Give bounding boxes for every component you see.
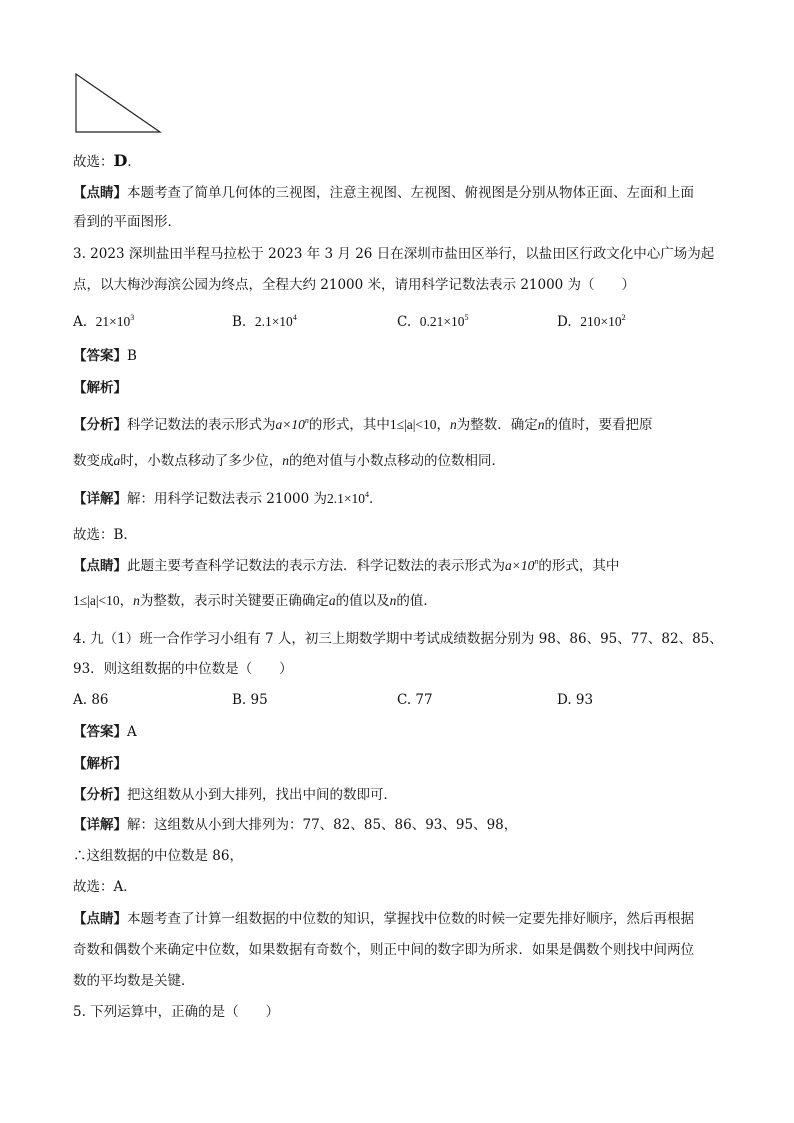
q4-choice-line: 故选：A． xyxy=(73,879,137,895)
q3-fenxi-line2: 数变成a时，小数点移动了多少位，n的绝对值与小数点移动的位数相同． xyxy=(73,453,505,469)
q3-choice-line: 故选：B． xyxy=(73,527,137,543)
triangle-figure xyxy=(70,70,170,140)
q3-fenxi-line1: 【分析】科学记数法的表示形式为$a\times 10^n$的形式，其中1≤|a|<10，n为整数．确定n的值时，要看把原 xyxy=(73,416,653,433)
q3-option-c: C. $0.21\times 10^5$ xyxy=(397,313,469,330)
q4-stem-line1: 4. 九（1）班一合作学习小组有 7 人，初三上期数学期中考试成绩数据分别为 98、86、95、77、82、85、 xyxy=(73,631,723,647)
q4-detail: 【详解】解：这组数从小到大排列为：77、82、85、86、93、95、98， xyxy=(73,817,518,833)
q3-option-a: A. $21\times 10^3$ xyxy=(73,313,135,330)
q3-dianjing-line1: 【点睛】此题主要考查科学记数法的表示方法．科学记数法的表示形式为$a\times 10^n$的形式，其中 xyxy=(73,557,620,574)
q2-dianjing: 【点睛】本题考查了简单几何体的三视图，注意主视图、左视图、俯视图是分别从物体正面、左面和上面 xyxy=(73,185,694,201)
q4-option-c: C. 77 xyxy=(397,692,433,708)
q3-answer: 【答案】B xyxy=(73,348,137,364)
q5-stem: 5. 下列运算中，正确的是（ ） xyxy=(73,1004,280,1020)
q2-dianjing-line2: 看到的平面图形． xyxy=(73,214,181,230)
q2-choice-line: 故选：D． xyxy=(73,151,141,170)
q4-stem-line2: 93．则这组数据的中位数是（ ） xyxy=(73,661,293,677)
q4-dianjing-line1: 【点睛】本题考查了计算一组数据的中位数的知识，掌握找中位数的时候一定要先排好顺序，然后再根据 xyxy=(73,911,694,927)
q4-option-a: A. 86 xyxy=(73,692,109,708)
q4-dianjing-line2: 奇数和偶数个来确定中位数，如果数据有奇数个，则正中间的数字即为所求．如果是偶数个则找中间两位 xyxy=(73,942,694,958)
dianjing-tag: 【点睛】 xyxy=(73,185,127,201)
q3-option-b: B. $2.1\times 10^4$ xyxy=(232,313,297,330)
q4-dianjing-line3: 数的平均数是关键． xyxy=(73,973,195,989)
q4-analysis-tag: 【解析】 xyxy=(73,756,127,772)
q4-therefore: ∴这组数据的中位数是 86， xyxy=(73,848,243,864)
q3-dianjing-line2: 1≤|a|<10，n为整数，表示时关键要正确确定a的值以及n的值． xyxy=(73,593,437,609)
q4-answer: 【答案】A xyxy=(73,724,137,740)
q3-stem-line1: 3. 2023 深圳盐田半程马拉松于 2023 年 3 月 26 日在深圳市盐田区举行，以盐田区行政文化中心广场为起 xyxy=(73,246,715,262)
q2-choice-value: D xyxy=(113,151,128,170)
q3-analysis-tag: 【解析】 xyxy=(73,380,127,396)
q4-fenxi: 【分析】把这组数从小到大排列，找出中间的数即可． xyxy=(73,787,397,803)
q3-option-d: D. $210\times 10^2$ xyxy=(557,313,626,330)
q3-stem-line2: 点，以大梅沙海滨公园为终点，全程大约 21000 米，请用科学记数法表示 21000 为（ ） xyxy=(73,277,636,293)
q3-detail: 【详解】解：用科学记数法表示 21000 为$2.1\times 10^4$． xyxy=(73,490,383,507)
q4-option-d: D. 93 xyxy=(557,692,594,708)
q4-option-b: B. 95 xyxy=(232,692,268,708)
